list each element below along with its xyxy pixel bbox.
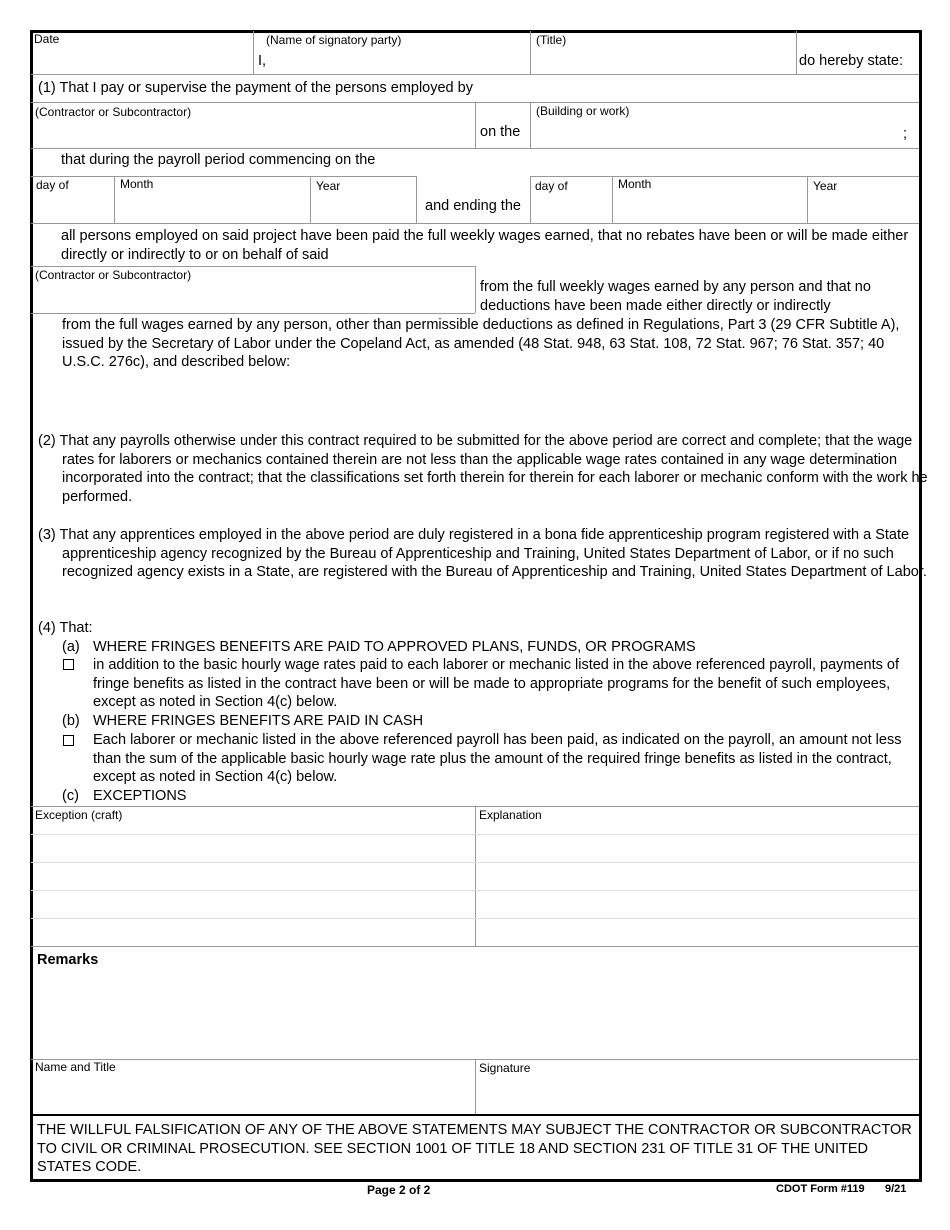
divider (31, 1114, 919, 1116)
section-c-heading: EXCEPTIONS (93, 788, 187, 804)
from-full-weekly-text: from the full weekly wages earned by any person and that no deductions have been made either directly or indirectly (480, 279, 871, 314)
form-number: CDOT Form #119 (776, 1183, 865, 1195)
end-month-field[interactable] (615, 194, 804, 220)
section-b-text: Each laborer or mechanic listed in the above referenced payroll has been paid, as indicated on the payroll, an amount not less than the sum of the applicable basic hourly wage rate plus the amount of the required fringe benefits as listed in the contract, except as noted in Section 4(c) below. (93, 732, 902, 786)
exception-craft-field[interactable] (33, 822, 473, 944)
divider (475, 1059, 476, 1115)
payroll-period-text: that during the payroll period commencing on the (61, 152, 376, 168)
start-year-field[interactable] (313, 194, 413, 220)
divider (114, 176, 115, 223)
start-month-label: Month (120, 177, 154, 191)
end-day-field[interactable] (533, 194, 609, 220)
signature-label: Signature (479, 1061, 531, 1075)
divider (530, 31, 531, 74)
divider (31, 946, 919, 947)
statement2-text: (2) That any payrolls otherwise under this contract required to be submitted for the above period are correct and complete; that the wage rates for laborers or mechanics contained therein are not less than the applicable wage rates contained in any wage determination incorporated into the contract; that the classifications set forth therein for therein for each laborer or mechanic conform with the work he performed. (38, 433, 928, 505)
divider (310, 176, 311, 223)
explanation-field[interactable] (478, 822, 916, 944)
statement3-text: (3) That any apprentices employed in the above period are duly registered in a bona fide apprenticeship program registered with a State apprenticeship agency recognized by the Bureau of Apprenticeship and Training, United States Department of Labor, or if no such recognized agency exists in a State, are registered with the Bureau of Apprenticeship and Training, United States Department of Labor. (38, 527, 927, 581)
warning-text: THE WILLFUL FALSIFICATION OF ANY OF THE ABOVE STATEMENTS MAY SUBJECT THE CONTRACTOR OR SUBCONTRACTOR TO CIVIL OR CRIMINAL PROSECUTION. SEE SECTION 1001 OF TITLE 18 AND SECTION 231 OF TITLE 31 OF THE UNITED STATES CODE. (37, 1122, 912, 1176)
end-month-label: Month (618, 177, 652, 191)
remarks-label: Remarks (37, 952, 99, 968)
divider (31, 148, 919, 149)
signatory-name-field[interactable] (272, 47, 527, 71)
divider (31, 223, 919, 224)
semicolon: ; (903, 126, 908, 142)
end-year-label: Year (813, 179, 838, 193)
contractor-label-2: (Contractor or Subcontractor) (35, 268, 192, 282)
divider (612, 176, 613, 223)
signatory-label: (Name of signatory party) (266, 33, 402, 47)
date-label: Date (34, 32, 60, 46)
name-title-field[interactable] (34, 1076, 472, 1112)
section-a-checkbox[interactable] (63, 659, 74, 670)
divider (416, 176, 417, 223)
section-a-heading: WHERE FRINGES BENEFITS ARE PAID TO APPROVED PLANS, FUNDS, OR PROGRAMS (93, 639, 696, 655)
statement1-intro: (1) That I pay or supervise the payment of the persons employed by (38, 80, 473, 96)
divider (475, 266, 476, 313)
form-date: 9/21 (885, 1183, 907, 1195)
building-field[interactable] (536, 120, 896, 146)
contractor-field-2[interactable] (34, 284, 472, 310)
date-field[interactable] (34, 47, 250, 71)
start-year-label: Year (316, 179, 341, 193)
section-a-marker: (a) (62, 639, 80, 655)
from-full-wages-text: from the full wages earned by any person, other than permissible deductions as defined in Regulations, Part 3 (29 CFR Subtitle A), issued by the Secretary of Labor under the Copeland Act, as amended (48 Stat. 948, 63 Stat. 108, 72 Stat. 967; 76 Stat. 357; 40 U.S.C. 276c), and described below: (62, 317, 900, 371)
contractor-label: (Contractor or Subcontractor) (35, 105, 192, 119)
exception-craft-header: Exception (craft) (35, 808, 123, 822)
divider (796, 31, 797, 74)
section-b-heading: WHERE FRINGES BENEFITS ARE PAID IN CASH (93, 713, 424, 729)
section-a-text: in addition to the basic hourly wage rates paid to each laborer or mechanic listed in the above referenced payroll, payments of fringe benefits as listed in the contract have been or will be made to appropriate programs for the benefit of such employees, except as noted in Section 4(c) below. (93, 657, 900, 711)
section-c-marker: (c) (62, 788, 79, 804)
contractor-field[interactable] (34, 120, 472, 146)
end-year-field[interactable] (810, 194, 915, 220)
divider (31, 74, 919, 75)
divider (530, 176, 919, 177)
section-b-marker: (b) (62, 713, 80, 729)
end-day-label: day of (535, 179, 568, 193)
building-label: (Building or work) (536, 104, 630, 118)
name-title-label: Name and Title (35, 1060, 116, 1074)
statement4-that: (4) That: (38, 620, 93, 636)
start-month-field[interactable] (117, 194, 307, 220)
divider (475, 102, 476, 148)
divider (530, 102, 531, 148)
page-number: Page 2 of 2 (367, 1183, 431, 1197)
and-ending-text: and ending the (425, 198, 521, 214)
explanation-header: Explanation (479, 808, 542, 822)
i-text: I, (258, 53, 267, 69)
divider (807, 176, 808, 223)
remarks-field[interactable] (34, 972, 914, 1056)
title-label: (Title) (536, 33, 567, 47)
divider (31, 313, 475, 314)
divider (31, 176, 416, 177)
divider (530, 176, 531, 223)
section-b-checkbox[interactable] (63, 735, 74, 746)
start-day-label: day of (36, 178, 69, 192)
all-persons-text: all persons employed on said project have been paid the full weekly wages earned, that no rebates have been or will be made either directly or indirectly to or on behalf of said (61, 228, 909, 263)
divider (475, 806, 476, 947)
title-field[interactable] (536, 47, 793, 71)
deductions-description-field[interactable] (62, 374, 908, 424)
do-hereby-text: do hereby state: (799, 53, 903, 69)
on-the-text: on the (480, 124, 521, 140)
start-day-field[interactable] (34, 194, 112, 220)
divider (31, 266, 475, 267)
signature-field[interactable] (478, 1076, 916, 1112)
divider (253, 31, 254, 74)
